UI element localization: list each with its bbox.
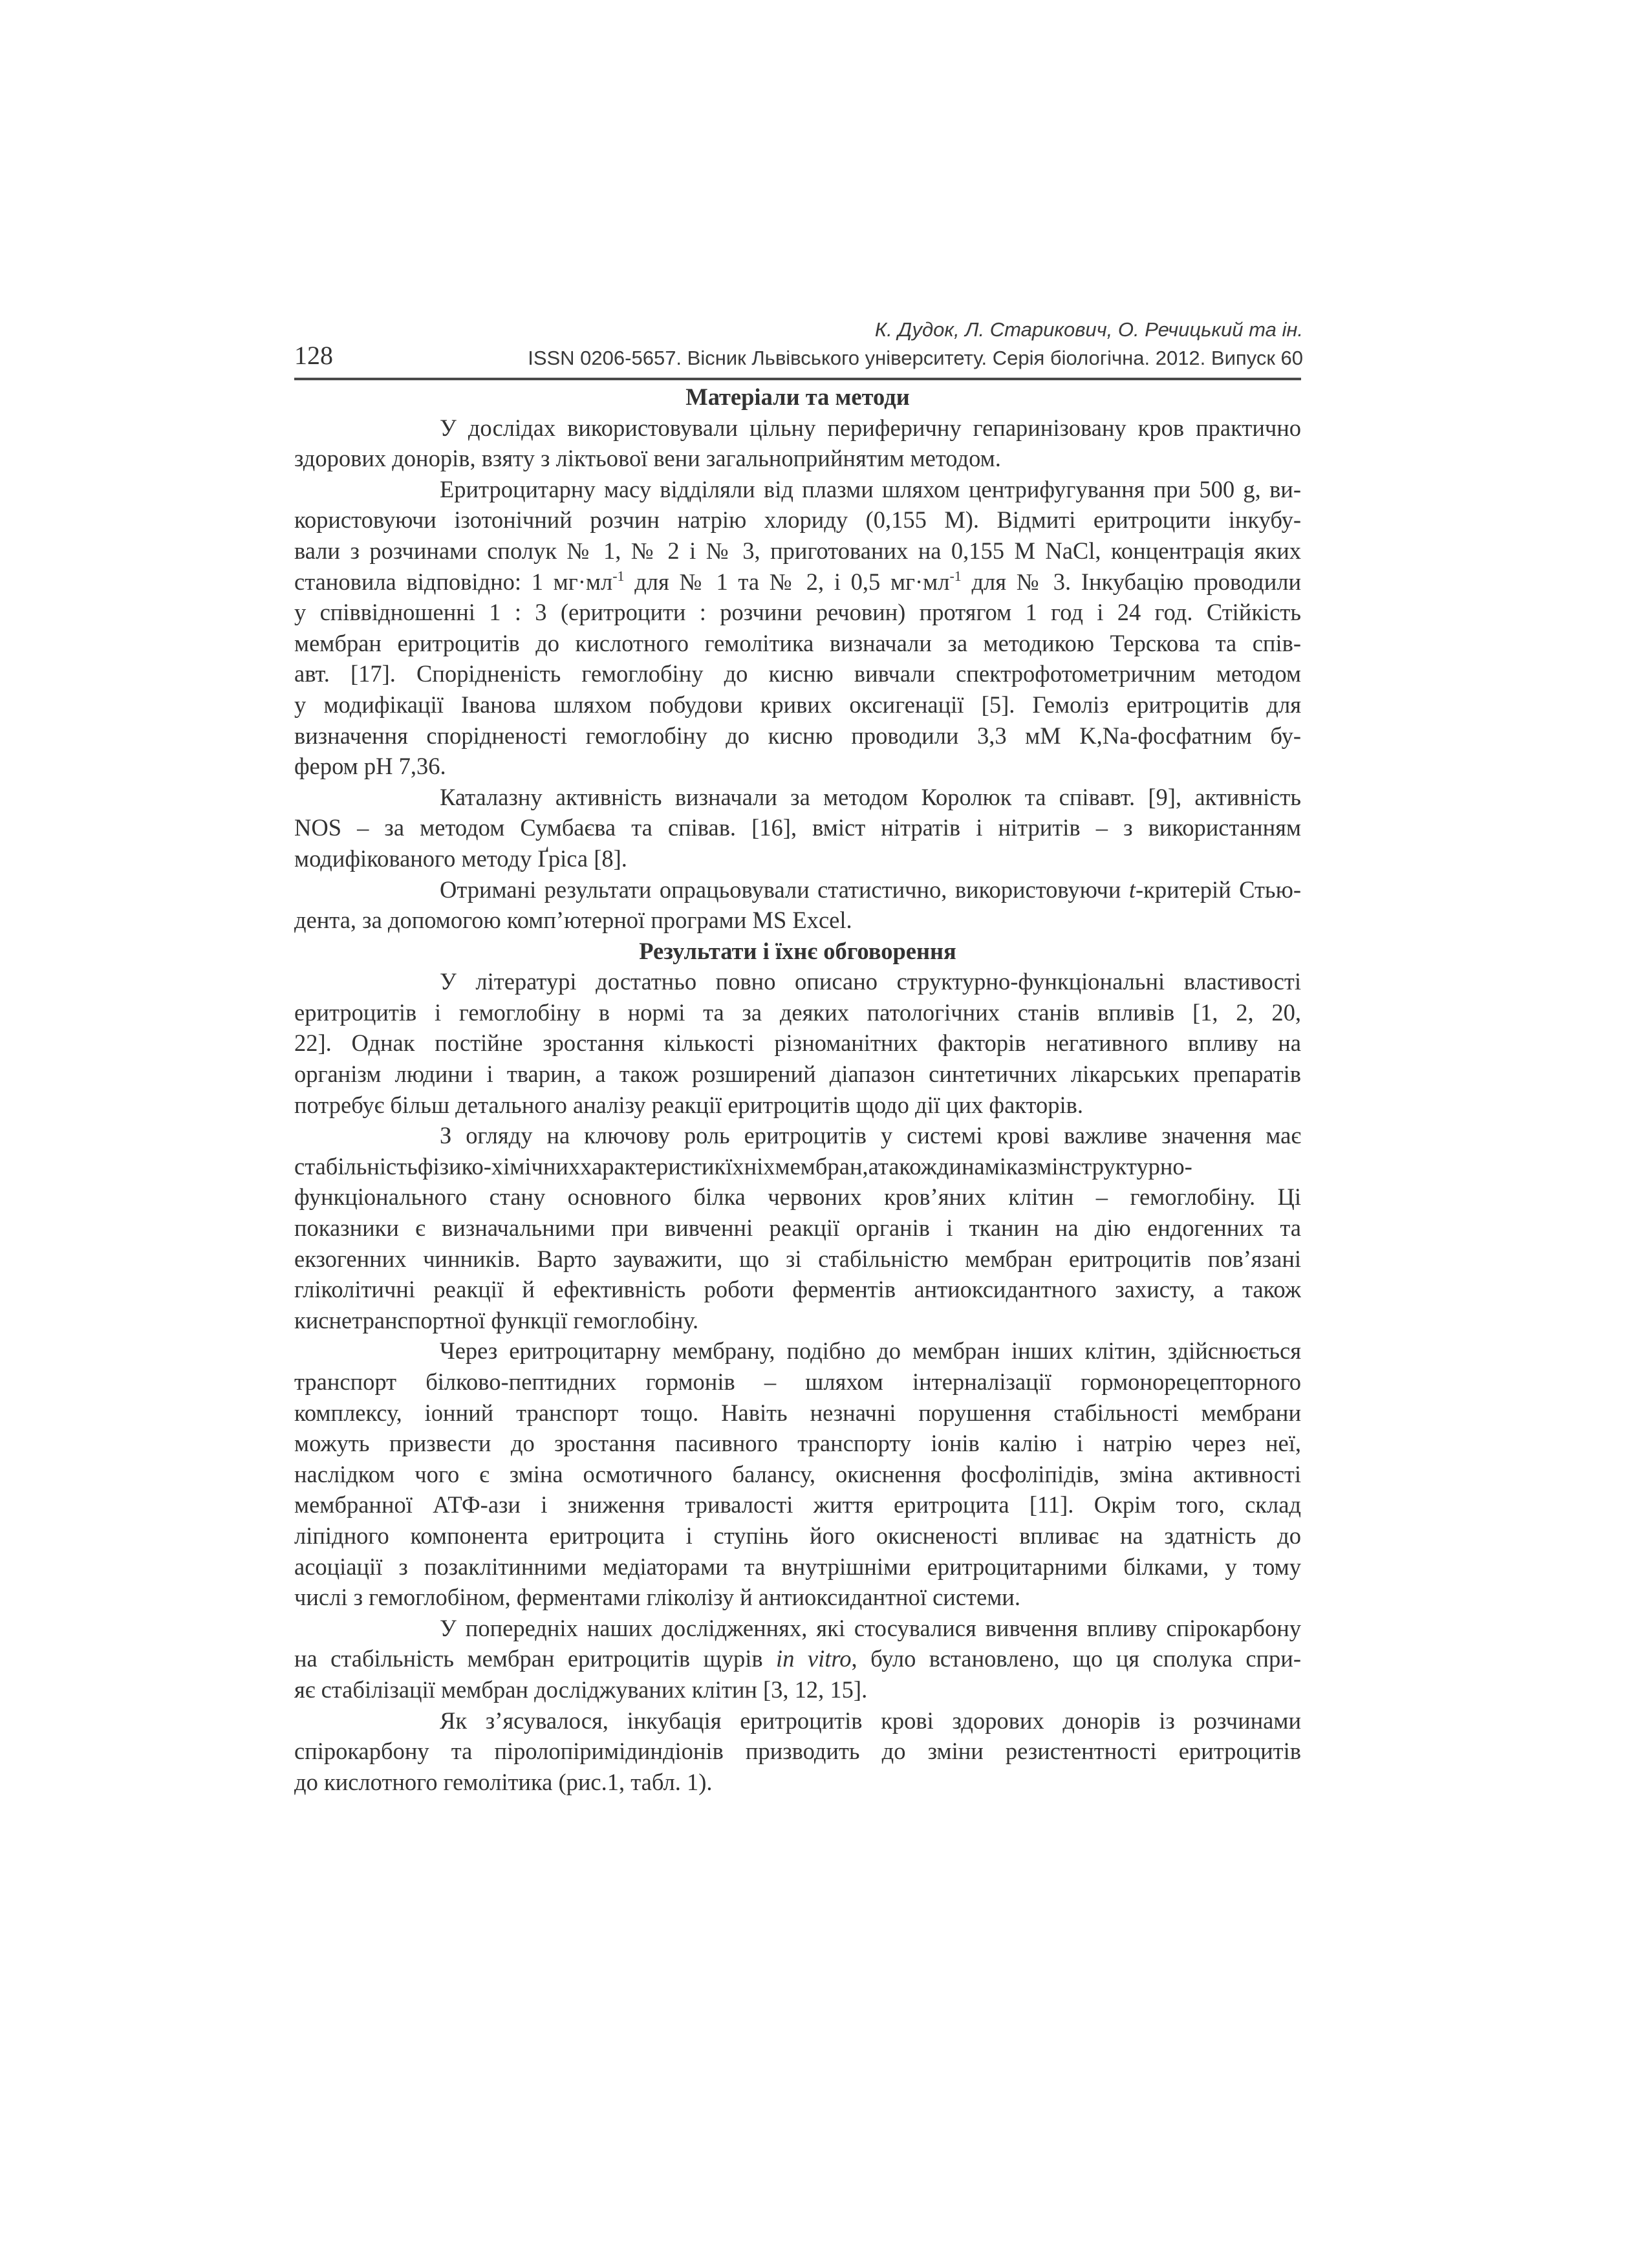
text-line: показники є визначальними при вивченні реакції органів і тканин на дію ендогенних та — [294, 1215, 1301, 1242]
paragraph — [294, 1335, 1301, 1612]
text-line: визначення спорідненості гемоглобіну до кисню проводили 3,3 мМ K,Na-фосфатним бу- — [294, 722, 1301, 749]
paragraph — [294, 1120, 1301, 1335]
text-run: Отримані результати опрацьовували статистично, використовуючи — [440, 876, 1129, 903]
text-run: для № 3. Інкубацію проводили — [961, 568, 1301, 595]
italic-text: in vitro — [776, 1645, 852, 1672]
text-line: можуть призвести до зростання пасивного транспорту іонів калію і натрію через неї, — [294, 1430, 1301, 1457]
text-line: У літературі достатньо повно описано структурно-функціональні властивості — [440, 968, 1301, 995]
text-line: у модифікації Іванова шляхом побудови кривих оксигенації [5]. Гемоліз еритроцитів для — [294, 691, 1301, 718]
text-line — [294, 567, 1301, 598]
text-line: організм людини і тварин, а також розширений діапазон синтетичних лікарських препаратів — [294, 1061, 1301, 1088]
text-run: становила відповідно: 1 мг·мл — [294, 568, 613, 595]
text-line: гліколітичні реакції й ефективність роботи ферментів антиоксидантного захисту, а також — [294, 1276, 1301, 1303]
text-line: Через еритроцитарну мембрану, подібно до мембран інших клітин, здійснюється — [440, 1337, 1301, 1365]
text-line: екзогенних чинників. Варто зауважити, що зі стабільністю мембран еритроцитів пов’язані — [294, 1245, 1301, 1272]
text-line: до кислотного гемолітика (рис.1, табл. 1). — [294, 1768, 713, 1795]
text-line: мембран еритроцитів до кислотного гемолітика визначали за методикою Терскова та спів- — [294, 629, 1301, 656]
text-run: для № 1 та № 2, і 0,5 мг·мл — [624, 568, 950, 595]
text-line: стабільністьфізико-хімічниххарактеристикїхніхмембран,атакождинаміказмінструктурно- — [294, 1152, 1192, 1180]
paragraph — [294, 474, 1301, 782]
text-line: авт. [17]. Спорідненість гемоглобіну до кисню вивчали спектрофотометричним методом — [294, 660, 1301, 687]
text-line: потребує більш детального аналізу реакції еритроцитів щодо дії цих факторів. — [294, 1091, 1083, 1118]
text-line: У попередніх наших дослідженнях, які стосувалися вивчення впливу спірокарбону — [440, 1614, 1301, 1641]
text-line: Як з’ясувалося, інкубація еритроцитів крові здорових донорів із розчинами — [440, 1707, 1301, 1734]
text-line: мембранної АТФ-ази і зниження тривалості життя еритроцита [11]. Окрім того, склад — [294, 1491, 1301, 1518]
page-number: 128 — [294, 341, 333, 370]
text-run: , було встановлено, що ця сполука спри- — [851, 1645, 1301, 1672]
text-line: транспорт білково-пептидних гормонів – шляхом інтерналізації гормонорецепторного — [294, 1368, 1301, 1395]
text-line: киснетранспортної функції гемоглобіну. — [294, 1306, 699, 1334]
superscript: -1 — [612, 567, 625, 584]
text-line: У дослідах використовували цільну периферичну гепаринізовану кров практично — [440, 414, 1301, 441]
text-line: ліпідного компонента еритроцита і ступінь його окисненості впливає на здатність до — [294, 1522, 1301, 1549]
text-line: наслідком чого є зміна осмотичного балансу, окиснення фосфоліпідів, зміна активності — [294, 1460, 1301, 1487]
text-line: яє стабілізації мембран досліджуваних клітин [3, 12, 15]. — [294, 1676, 868, 1703]
running-journal: ISSN 0206-5657. Вісник Львівського університету. Серія біологічна. 2012. Випуск 60 — [528, 347, 1303, 369]
paragraph — [294, 1613, 1301, 1705]
text-run: на стабільність мембран еритроцитів щурів — [294, 1645, 777, 1672]
italic-text: t — [1128, 876, 1136, 903]
text-line: Каталазну активність визначали за методом Королюк та співавт. [9], активність — [440, 783, 1301, 810]
text-line: фером pH 7,36. — [294, 753, 446, 780]
text-line — [294, 1643, 1301, 1674]
running-title — [528, 316, 1303, 373]
text-line: 22]. Однак постійне зростання кількості різноманітних факторів негативного впливу на — [294, 1030, 1301, 1057]
paragraph — [294, 874, 1301, 936]
running-header — [294, 316, 1303, 375]
text-line: дента, за допомогою комп’ютерної програми MS Excel. — [294, 907, 852, 934]
text-line: комплексу, іонний транспорт тощо. Навіть незначні порушення стабільності мембрани — [294, 1399, 1301, 1426]
text-line: здорових донорів, взяту з ліктьової вени загальноприйнятим методом. — [294, 445, 1001, 472]
text-line — [294, 874, 1301, 905]
paragraph — [294, 413, 1301, 474]
text-line: числі з гемоглобіном, ферментами гліколізу й антиоксидантної системи. — [294, 1584, 1020, 1611]
text-line: функціонального стану основного білка червоних кров’яних клітин – гемоглобіну. Ці — [294, 1183, 1301, 1211]
text-line: вали з розчинами сполук № 1, № 2 і № 3, приготованих на 0,155 M NaCl, концентрація яких — [294, 537, 1301, 564]
text-column — [294, 382, 1301, 1797]
text-line: асоціації з позаклітинними медіаторами та внутрішніми еритроцитарними білками, у тому — [294, 1553, 1301, 1580]
text-line: модифікованого методу Ґріса [8]. — [294, 845, 627, 872]
paragraph — [294, 966, 1301, 1120]
text-line: NOS – за методом Сумбаєва та співав. [16], вміст нітратів і нітритів – з використанням — [294, 814, 1301, 841]
text-run: -критерій Стью- — [1135, 876, 1301, 903]
header-rule — [294, 378, 1301, 380]
text-line: еритроцитів і гемоглобіну в нормі та за деяких патологічних станів впливів [1, 2, 20, — [294, 999, 1301, 1026]
running-authors: К. Дудок, Л. Старикович, О. Речицький та ін. — [874, 318, 1303, 341]
section-heading: Матеріали та методи — [685, 383, 910, 410]
paragraph — [294, 782, 1301, 874]
superscript: -1 — [949, 567, 962, 584]
text-line: користовуючи ізотонічний розчин натрію хлориду (0,155 М). Відмиті еритроцити інкубу- — [294, 506, 1301, 534]
paragraph — [294, 1705, 1301, 1798]
text-line: у співвідношенні 1 : 3 (еритроцити : розчини речовин) протягом 1 год і 24 год. Стійкість — [294, 599, 1301, 626]
text-line: спірокарбону та піролопіримідиндіонів призводить до зміни резистентності еритроцитів — [294, 1738, 1301, 1765]
section-heading: Результати і їхнє обговорення — [639, 937, 956, 964]
text-line: З огляду на ключову роль еритроцитів у системі крові важливе значення має — [440, 1122, 1301, 1149]
text-line: Еритроцитарну масу відділяли від плазми шляхом центрифугування при 500 g, ви- — [440, 475, 1301, 502]
